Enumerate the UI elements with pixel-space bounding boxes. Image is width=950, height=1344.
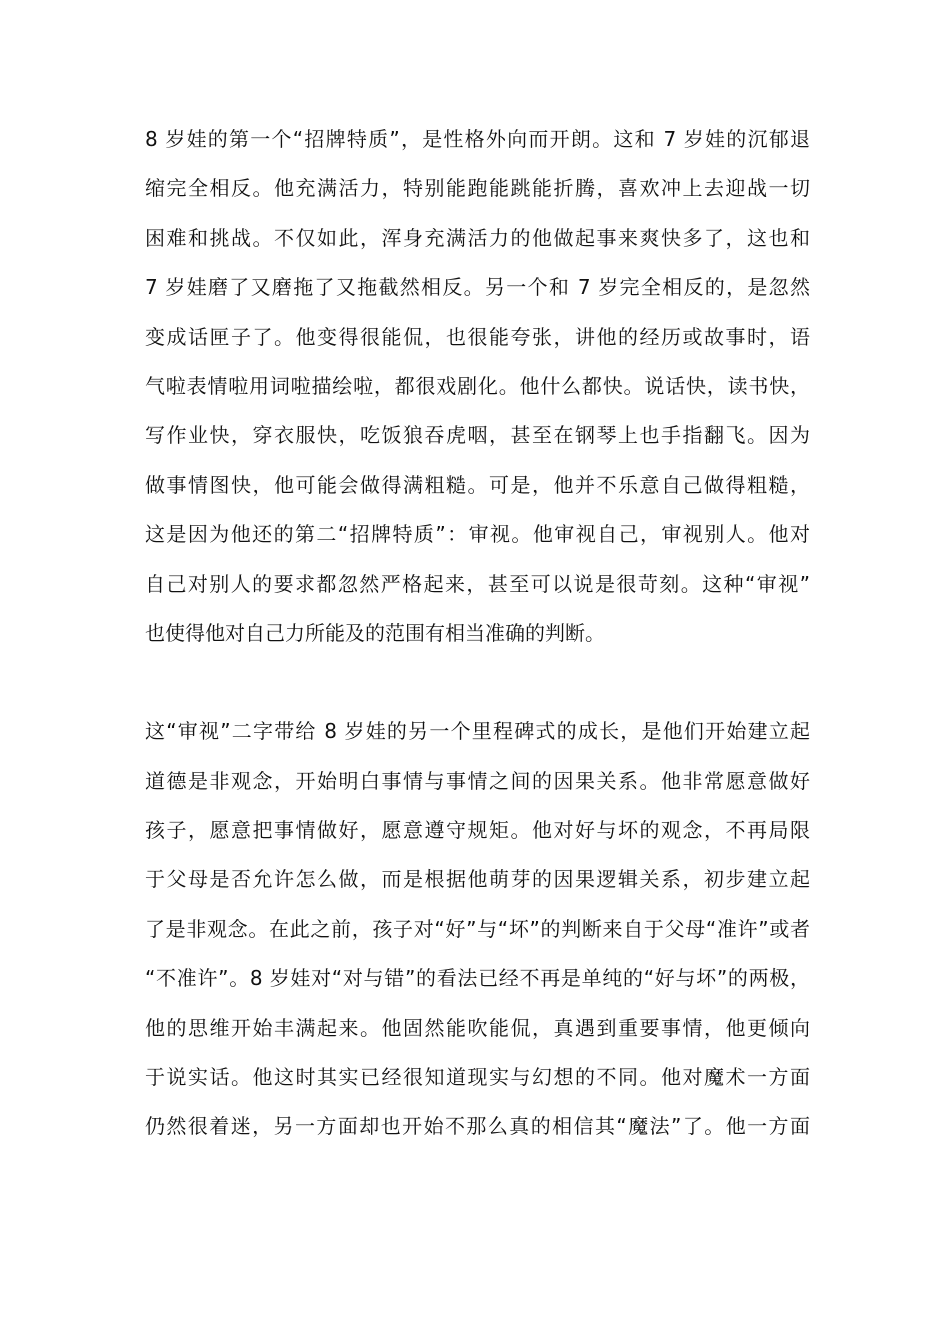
text-line: 8 岁娃的第一个“招牌特质”，是性格外向而开朗。这和 7 岁娃的沉郁退 [145, 127, 810, 151]
text-line: 气啦表情啦用词啦描绘啦，都很戏剧化。他什么都快。说话快，读书快， [145, 373, 810, 398]
text-line: 写作业快，穿衣服快，吃饭狼吞虎咽，甚至在钢琴上也手指翻飞。因为 [145, 423, 810, 448]
text-line: 7 岁娃磨了又磨拖了又拖截然相反。另一个和 7 岁完全相反的，是忽然 [145, 275, 810, 300]
text-line: 孩子，愿意把事情做好，愿意遵守规矩。他对好与坏的观念，不再局限 [145, 818, 810, 843]
text-line: 这“审视”二字带给 8 岁娃的另一个里程碑式的成长，是他们开始建立起 [145, 719, 810, 744]
text-line: 这是因为他还的第二“招牌特质”：审视。他审视自己，审视别人。他对 [145, 522, 810, 547]
text-line: 困难和挑战。不仅如此，浑身充满活力的他做起事来爽快多了，这也和 [145, 225, 810, 250]
text-line: “不准许”。8 岁娃对“对与错”的看法已经不再是单纯的“好与坏”的两极， [145, 966, 810, 991]
text-line: 缩完全相反。他充满活力，特别能跑能跳能折腾，喜欢冲上去迎战一切 [145, 176, 810, 201]
text-line: 自己对别人的要求都忽然严格起来，甚至可以说是很苛刻。这种“审视” [145, 571, 810, 596]
paragraph-1 [145, 115, 810, 658]
document-body [145, 115, 810, 1152]
text-line: 于父母是否允许怎么做，而是根据他萌芽的因果逻辑关系，初步建立起 [145, 867, 810, 892]
paragraph-2 [145, 707, 810, 1152]
text-line: 做事情图快，他可能会做得满粗糙。可是，他并不乐意自己做得粗糙， [145, 472, 810, 497]
text-line: 仍然很着迷，另一方面却也开始不那么真的相信其“魔法”了。他一方面 [145, 1114, 810, 1139]
text-line: 于说实话。他这时其实已经很知道现实与幻想的不同。他对魔术一方面 [145, 1065, 810, 1090]
text-line: 变成话匣子了。他变得很能侃，也很能夸张，讲他的经历或故事时，语 [145, 324, 810, 349]
text-line: 他的思维开始丰满起来。他固然能吹能侃，真遇到重要事情，他更倾向 [145, 1015, 810, 1040]
text-line: 了是非观念。在此之前，孩子对“好”与“坏”的判断来自于父母“准许”或者 [145, 916, 810, 941]
text-line: 道德是非观念，开始明白事情与事情之间的因果关系。他非常愿意做好 [145, 768, 810, 793]
text-line: 也使得他对自己力所能及的范围有相当准确的判断。 [145, 620, 605, 645]
paragraph-spacer [145, 658, 810, 707]
